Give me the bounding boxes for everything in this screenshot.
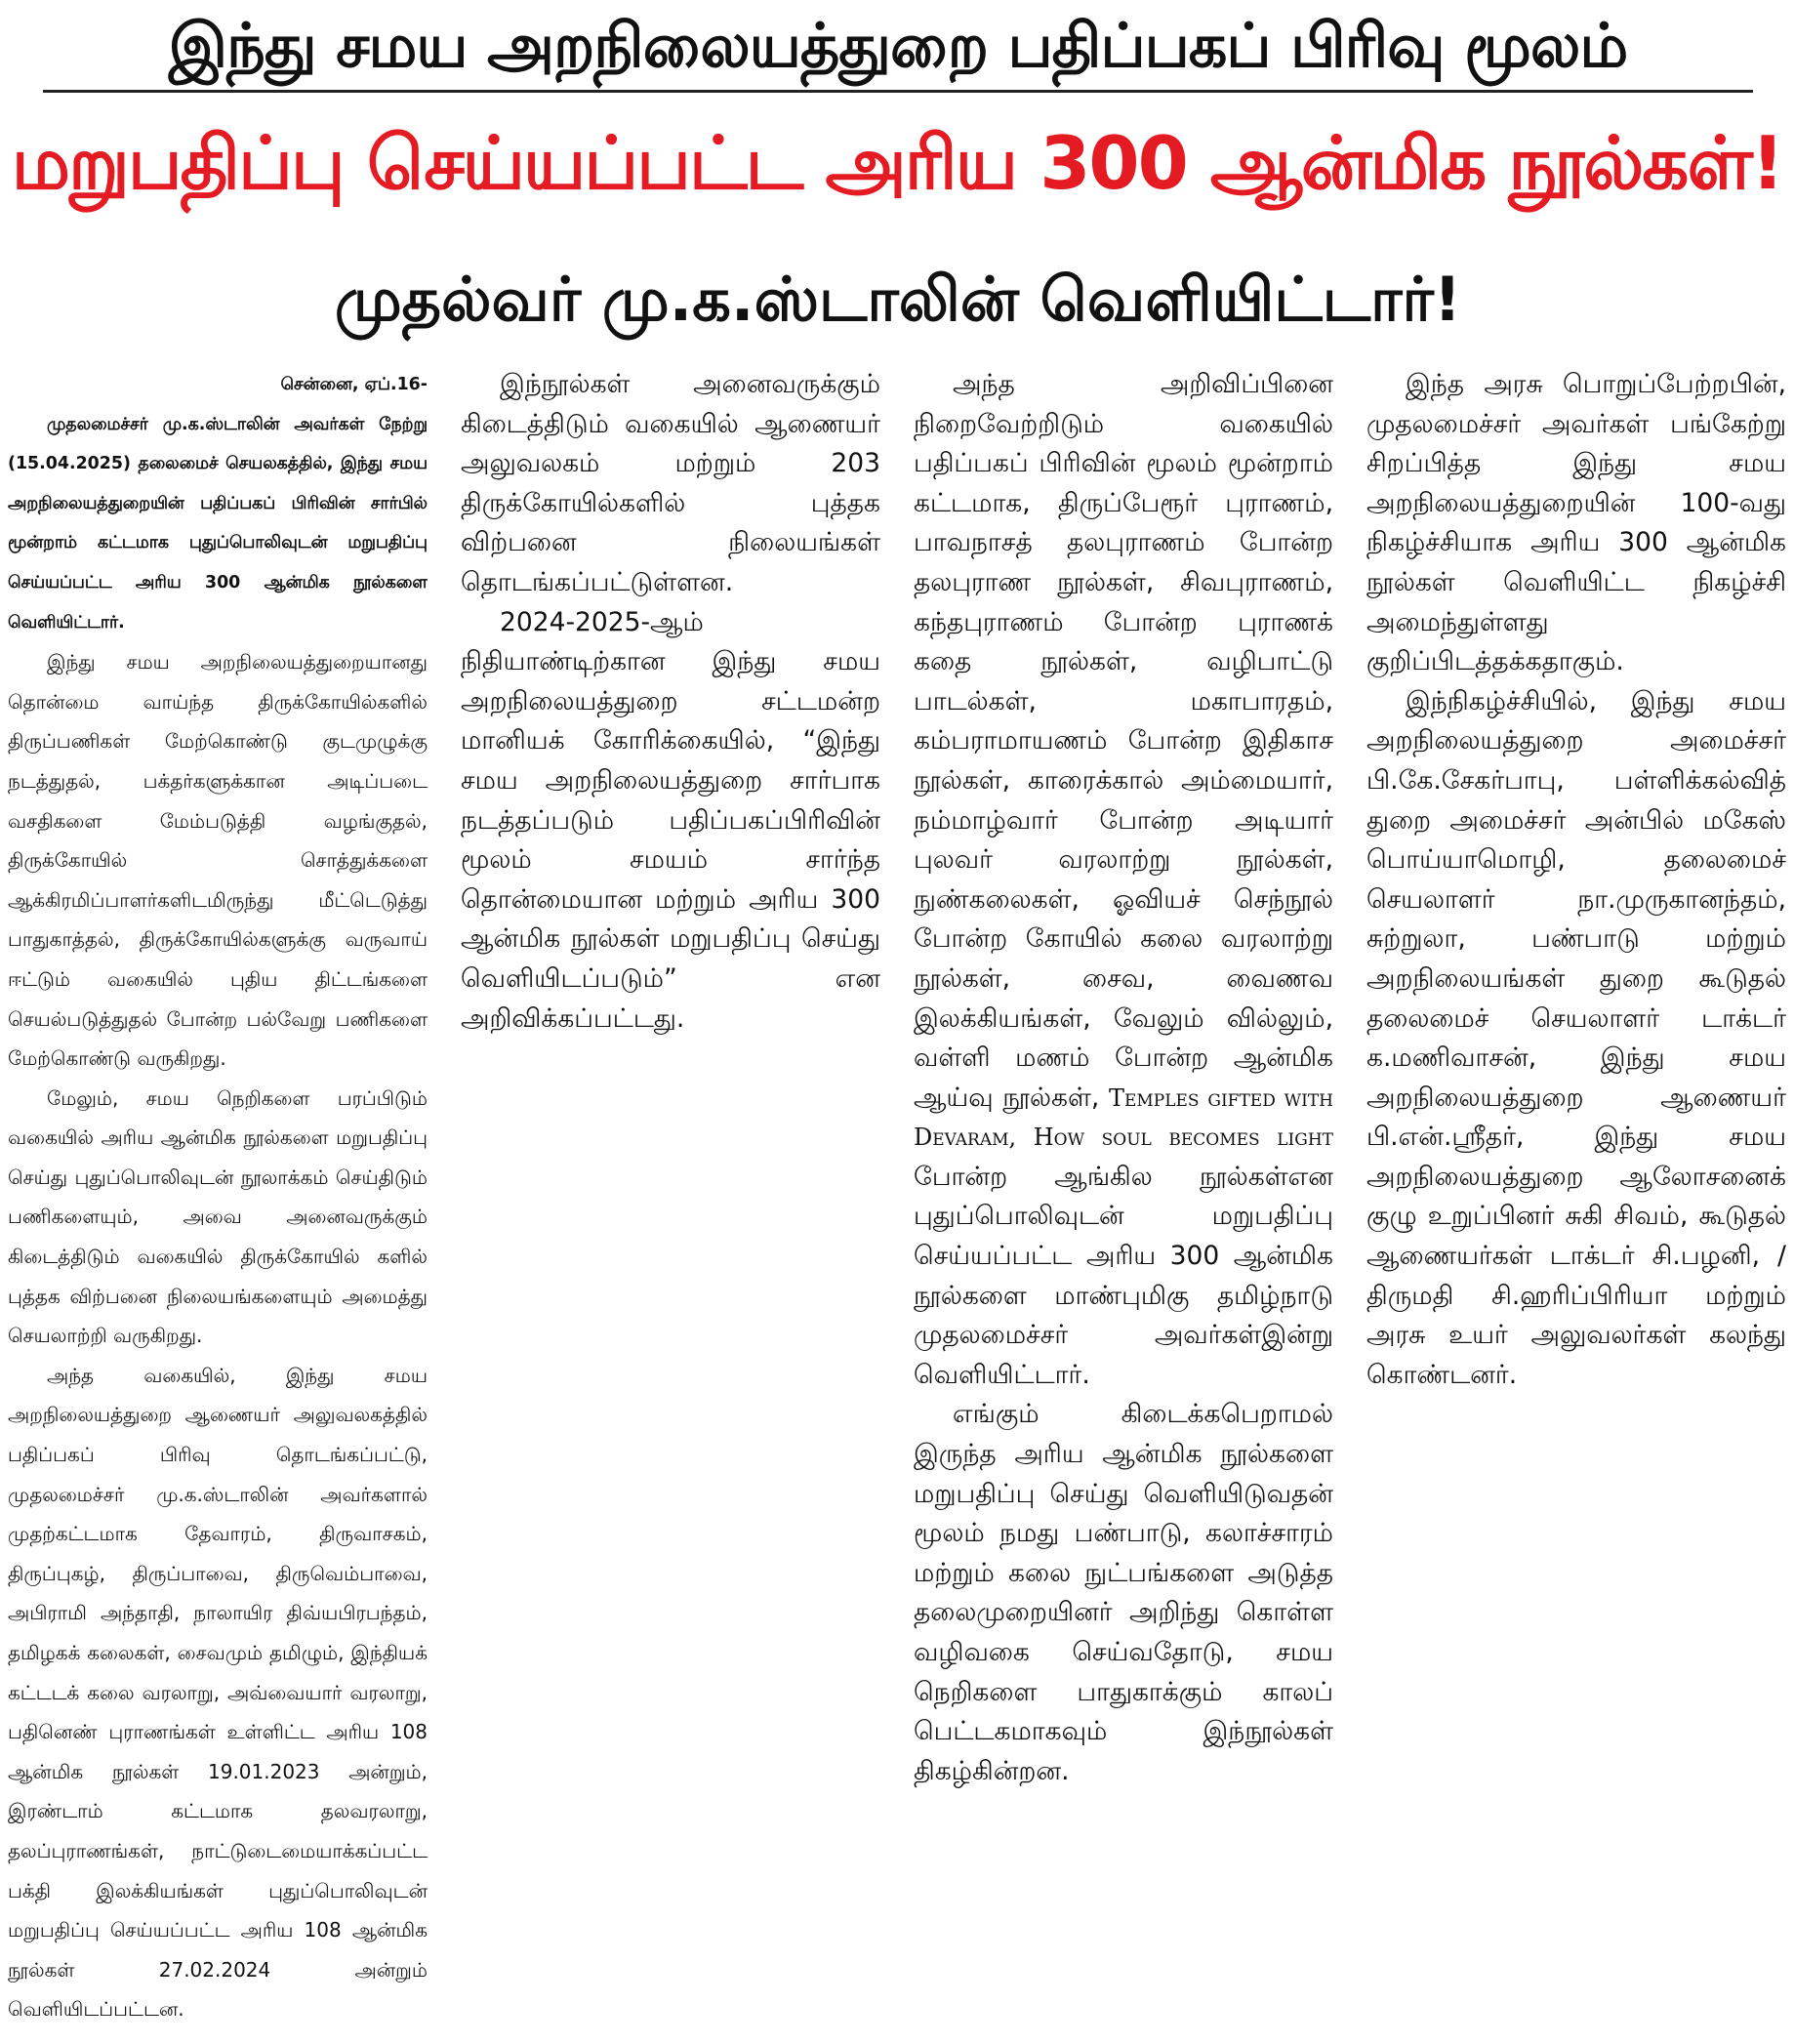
- paragraph-7: எங்கும் கிடைக்கபெறாமல் இருந்த அரிய ஆன்மிக நூல்களை மறுபதிப்பு செய்து வெளியிடுவதன் மூலம் நமது பண்பாடு, கலாச்சாரம் மற்றும் கலை நுட்பங்களை அடுத்த தலைமுறையினர் அறிந்து கொள்ள வழிவகை செய்வதோடு, சமய நெறிகளை பாதுகாக்கும் காலப் பெட்டகமாகவும் இந்நூல்கள் திகழ்கின்றன.: [914, 1399, 1333, 1786]
- paragraph-4: இந்நூல்கள் அனைவருக்கும் கிடைத்திடும் வகையில் ஆணையர் அலுவலகம் மற்றும் 203 திருக்கோயில்களில் புத்தக விற்பனை நிலையங்கள் தொடங்கப்பட்டுள்ளன.: [461, 369, 880, 597]
- article-body: [8, 365, 1786, 2038]
- article-column-4: [1366, 365, 1786, 2038]
- heading-divider: [43, 90, 1753, 93]
- english-book-titles: Temples gifted with Devaram, How soul becomes light: [914, 1083, 1333, 1152]
- paragraph-2: மேலும், சமய நெறிகளை பரப்பிடும் வகையில் அரிய ஆன்மிக நூல்களை மறுபதிப்பு செய்து புதுப்பொலிவுடன் நூலாக்கம் செய்திடும் பணிகளையும், அவை அனைவருக்கும் கிடைத்திடும் வகையில் திருக்கோயில் களில் புத்தக விற்பனை நிலையங்களையும் அமைத்து செயலாற்றி வருகிறது.: [8, 1085, 428, 1348]
- article-column-2: [461, 365, 880, 2038]
- article-column-1: [8, 365, 428, 2038]
- paragraph-1: இந்து சமய அறநிலையத்துறையானது தொன்மை வாய்ந்த திருக்கோயில்களில் திருப்பணிகள் மேற்கொண்டு குடமுழுக்கு நடத்துதல், பக்தர்களுக்கான அடிப்படை வசதிகளை மேம்படுத்தி வழங்குதல், திருக்கோயில் சொத்துக்களை ஆக்கிரமிப்பாளர்களிடமிருந்து மீட்டெடுத்து பாதுகாத்தல், திருக்கோயில்களுக்கு வருவாய் ஈட்டும் வகையில் புதிய திட்டங்களை செயல்படுத்துதல் போன்ற பல்வேறு பணிகளை மேற்கொண்டு வருகிறது.: [8, 650, 428, 1071]
- paragraph-3: அந்த வகையில், இந்து சமய அறநிலையத்துறை ஆணையர் அலுவலகத்தில் பதிப்பகப் பிரிவு தொடங்கப்பட்டு, முதலமைச்சர் மு.க.ஸ்டாலின் அவர்களால் முதற்கட்டமாக தேவாரம், திருவாசகம், திருப்புகழ், திருப்பாவை, திருவெம்பாவை, அபிராமி அந்தாதி, நாலாயிர திவ்யபிரபந்தம், தமிழகக் கலைகள், சைவமும் தமிழும், இந்தியக் கட்டடக் கலை வரலாறு, அவ்வையார் வரலாறு, பதினெண் புராணங்கள் உள்ளிட்ட அரிய 108 ஆன்மிக நூல்கள் 19.01.2023 அன்றும், இரண்டாம் கட்டமாக தலவரலாறு, தலப்புராணங்கள், நாட்டுடைமையாக்கப்பட்ட பக்தி இலக்கியங்கள் புதுப்பொலிவுடன் மறுபதிப்பு செய்யப்பட்ட அரிய 108 ஆன்மிக நூல்கள் 27.02.2024 அன்றும் வெளியிடப்பட்டன.: [8, 1363, 428, 2022]
- paragraph-6-text-end: போன்ற ஆங்கில நூல்கள்என புதுப்பொலிவுடன் மறுபதிப்பு செய்யப்பட்ட அரிய 300 ஆன்மிக நூல்களை மாண்புமிகு தமிழ்நாடு முதலமைச்சர் அவர்கள்இன்று வெளியிட்டார்.: [914, 1161, 1333, 1390]
- sub-headline: முதல்வர் மு.க.ஸ்டாலின் வெளியிட்டார்!: [334, 264, 1462, 335]
- dateline: சென்னை, ஏப்.16-: [280, 375, 428, 394]
- paragraph-6-text: அந்த அறிவிப்பினை நிறைவேற்றிடும் வகையில் பதிப்பகப் பிரிவின் மூலம் மூன்றாம் கட்டமாக, திருப்பேரூர் புராணம், பாவநாசத் தலபுராணம் போன்ற தலபுராண நூல்கள், சிவபுராணம், கந்தபுராணம் போன்ற புராணக் கதை நூல்கள், வழிபாட்டு பாடல்கள், மகாபாரதம், கம்பராமாயணம் போன்ற இதிகாச நூல்கள், காரைக்கால் அம்மையார், நம்மாழ்வார் போன்ற அடியார் புலவர் வரலாற்று நூல்கள், நுண்கலைகள், ஓவியச் செந்நூல் போன்ற கோயில் கலை வரலாற்று நூல்கள், சைவ, வைணவ இலக்கியங்கள், வேலும் வில்லும், வள்ளி மணம் போன்ற ஆன்மிக ஆய்வு நூல்கள்,: [914, 369, 1333, 1113]
- paragraph-8: இந்த அரசு பொறுப்பேற்றபின், முதலமைச்சர் அவர்கள் பங்கேற்று சிறப்பித்த இந்து சமய அறநிலையத்துறையின் 100-வது நிகழ்ச்சியாக அரிய 300 ஆன்மிக நூல்கள் வெளியிட்ட நிகழ்ச்சி அமைந்துள்ளது குறிப்பிடத்தக்கதாகும்.: [1366, 369, 1786, 677]
- paragraph-5: 2024-2025-ஆம் நிதியாண்டிற்கான இந்து சமய அறநிலையத்துறை சட்டமன்ற மானியக் கோரிக்கையில், “இந்து சமய அறநிலையத்துறை சார்பாக நடத்தப்படும் பதிப்பகப்பிரிவின் மூலம் சமயம் சார்ந்த தொன்மையான மற்றும் அரிய 300 ஆன்மிக நூல்கள் மறுபதிப்பு செய்து வெளியிடப்படும்” என அறிவிக்கப்பட்டது.: [461, 606, 880, 1034]
- kicker-heading: இந்து சமய அறநிலையத்துறை பதிப்பகப் பிரிவு மூலம்: [168, 10, 1628, 81]
- article-column-3: [914, 365, 1333, 2038]
- main-headline: மறுபதிப்பு செய்யப்பட்ட அரிய 300 ஆன்மிக நூல்கள்!: [11, 120, 1783, 206]
- paragraph-6: [914, 365, 1333, 1395]
- lead-paragraph: முதலமைச்சர் மு.க.ஸ்டாலின் அவர்கள் நேற்று (15.04.2025) தலைமைச் செயலகத்தில், இந்து சமய அறநிலையத்துறையின் பதிப்பகப் பிரிவின் சார்பில் மூன்றாம் கட்டமாக புதுப்பொலிவுடன் மறுபதிப்பு செய்யப்பட்ட அரிய 300 ஆன்மிக நூல்களை வெளியிட்டார்.: [8, 414, 428, 633]
- paragraph-9: இந்நிகழ்ச்சியில், இந்து சமய அறநிலையத்துறை அமைச்சர் பி.கே.சேகர்பாபு, பள்ளிக்கல்வித் துறை அமைச்சர் அன்பில் மகேஸ் பொய்யாமொழி, தலைமைச் செயலாளர் நா.முருகானந்தம், சுற்றுலா, பண்பாடு மற்றும் அறநிலையங்கள் துறை கூடுதல் தலைமைச் செயலாளர் டாக்டர் க.மணிவாசன், இந்து சமய அறநிலையத்துறை ஆணையர் பி.என்.ஸ்ரீதர், இந்து சமய அறநிலையத்துறை ஆலோசனைக் குழு உறுப்பினர் சுகி சிவம், கூடுதல் ஆணையர்கள் டாக்டர் சி.பழனி, /திருமதி சி.ஹரிப்பிரியா மற்றும் அரசு உயர் அலுவலர்கள் கலந்து கொண்டனர்.: [1366, 685, 1786, 1390]
